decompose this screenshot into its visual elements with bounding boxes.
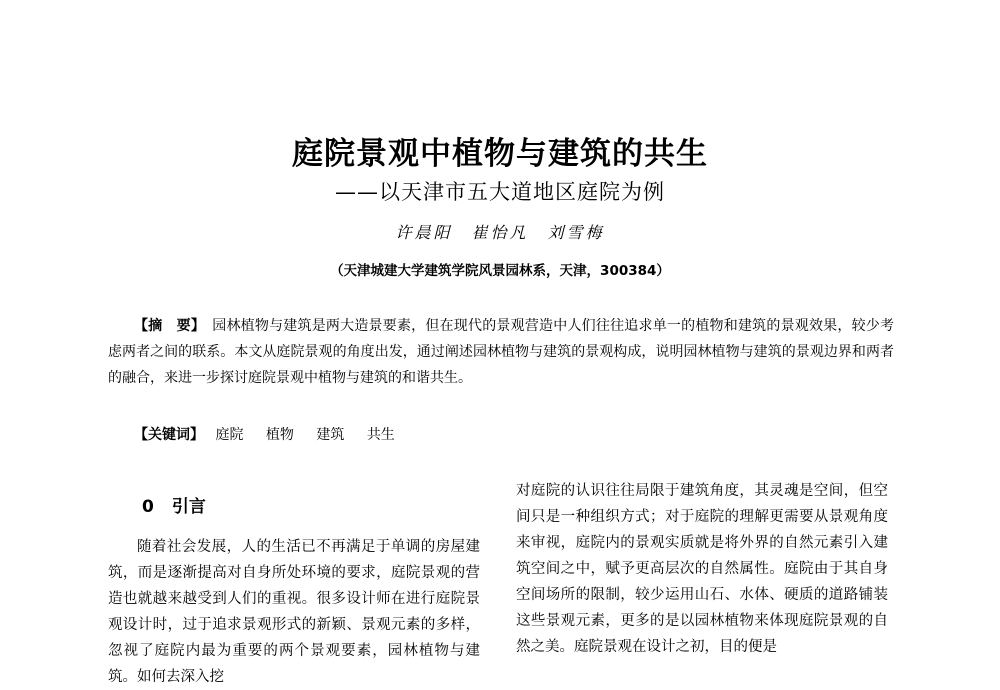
abstract-paragraph [108, 313, 894, 391]
section-title: 引言 [171, 497, 206, 517]
body-column-left [108, 534, 480, 685]
keyword: 共生 [366, 427, 395, 443]
keyword: 植物 [265, 427, 294, 443]
keyword: 建筑 [316, 427, 345, 443]
keyword: 庭院 [215, 427, 244, 443]
author-list: 许晨阳 崔怡凡 刘雪梅 [395, 223, 605, 242]
abstract-label: 【摘 要】 [134, 318, 199, 334]
keywords [134, 422, 413, 448]
section-number: 0 [142, 497, 154, 517]
keywords-label: 【关键词】 [134, 427, 197, 443]
body-paragraph: 随着社会发展，人的生活已不再满足于单调的房屋建筑，而是逐渐提高对自身所处环境的要求，庭院景观的营造也就越来越受到人们的重视。很多设计师在进行庭院景观设计时，过于追求景观形式的新颖、景观元素的多样，忽视了庭院内最为重要的两个景观要素，园林植物与建筑。如何去深入挖 [108, 539, 480, 685]
body-column-right [516, 478, 888, 676]
abstract [108, 313, 894, 391]
abstract-text: 园林植物与建筑是两大造景要素，但在现代的景观营造中人们往往追求单一的植物和建筑的景观效果，较少考虑两者之间的联系。本文从庭院景观的角度出发，通过阐述园林植物与建筑的景观构成，说明园林植物与建筑的景观边界和两者的融合，来进一步探讨庭院景观中植物与建筑的和谐共生。 [108, 318, 895, 386]
affiliation: （天津城建大学建筑学院风景园林系，天津，300384） [330, 263, 670, 279]
body-paragraph: 对庭院的认识往往局限于建筑角度，其灵魂是空间，但空间只是一种组织方式；对于庭院的理解更需要从景观角度来审视，庭院内的景观实质就是将外界的自然元素引入建筑空间之中，赋予更高层次的自然属性。庭院由于其自身空间场所的限制，较少运用山石、水体、硬质的道路铺装这些景观元素，更多的是以园林植物来体现庭院景观的自然之美。庭院景观在设计之初，目的便是 [516, 483, 888, 655]
paper-subtitle: ——以天津市五大道地区庭院为例 [335, 180, 665, 204]
section-heading [142, 492, 206, 517]
paper-title: 庭院景观中植物与建筑的共生 [292, 136, 708, 172]
